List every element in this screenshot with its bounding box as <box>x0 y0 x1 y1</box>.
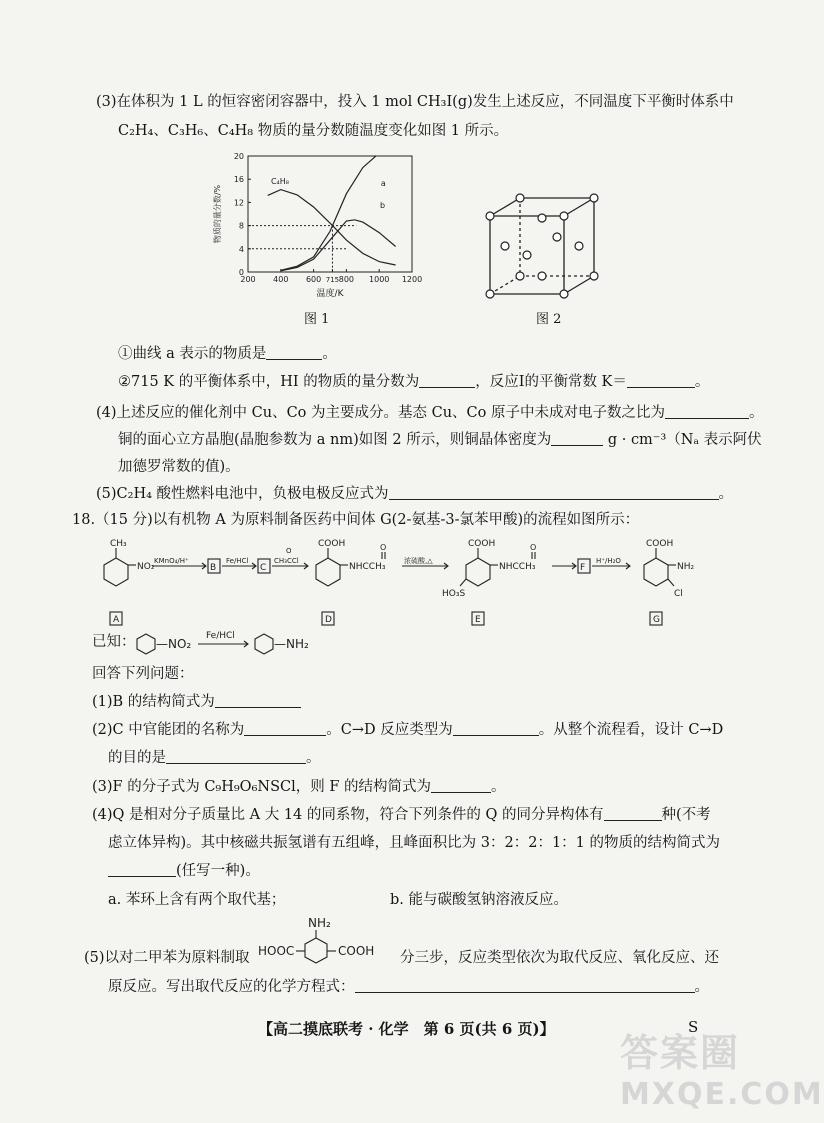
y-tick-label: 20 <box>233 152 244 161</box>
q18-sub4-text-a: (4)Q 是相对分子质量比 A 大 14 的同系物，符合下列条件的 Q 的同分异构体有 <box>92 807 604 823</box>
group-o: O <box>380 543 387 552</box>
answer-blank[interactable] <box>453 721 539 736</box>
answer-blank[interactable] <box>108 862 176 877</box>
figure-2-unit-cell <box>478 190 618 310</box>
series-line-2 <box>281 220 396 271</box>
figure-2-caption: 图 2 <box>536 312 562 327</box>
group-o: O <box>286 547 292 555</box>
series-label: C₄H₈ <box>270 176 289 186</box>
answer-blank[interactable] <box>355 978 695 993</box>
q17-sub2: ②715 K 的平衡体系中，HI 的物质的量分数为 ，反应Ⅰ的平衡常数 K＝ 。 <box>118 374 710 390</box>
known-right-group: —NH₂ <box>274 637 309 651</box>
group-so3h: HO₃S <box>442 589 466 599</box>
q18-sub4-line2: 虑立体异构)。其中核磁共振氢谱有五组峰，且峰面积比为 3：2：2：1：1 的物质的结构简式为 <box>108 835 720 851</box>
q18-sub2-line2: 的目的是 。 <box>108 750 321 766</box>
series-label: b <box>380 201 386 211</box>
answer-blank[interactable] <box>665 404 749 419</box>
reagent-kmno4: KMnO₄/H⁺ <box>154 557 189 565</box>
q17-part4-line2 <box>118 430 762 450</box>
group-cl: Cl <box>674 589 683 599</box>
label-d: D <box>325 615 332 625</box>
target-nh2: NH₂ <box>308 916 331 930</box>
q18-sub5-line2: 原反应。写出取代反应的化学方程式： 。 <box>108 979 709 995</box>
q18-sub1 <box>92 692 301 712</box>
q18-flowchart <box>90 534 710 636</box>
reagent-fe-hcl: Fe/HCl <box>226 557 249 565</box>
q18-sub4-text-b: 种(不考 <box>661 807 711 823</box>
page-footer: 【高二摸底联考 · 化学 第 6 页(共 6 页)】 <box>258 1020 555 1038</box>
q17-part4-text-c: g · cm⁻³（Nₐ 表示阿伏 <box>607 432 762 448</box>
answer-blank[interactable] <box>627 373 695 388</box>
q18-sub5-text-b: 分三步，反应类型依次为取代反应、氧化反应、还 <box>400 950 719 966</box>
q17-part5-text: (5)C₂H₄ 酸性燃料电池中，负极电极反应式为 <box>96 486 389 502</box>
q18-sub1-text: (1)B 的结构简式为 <box>92 694 215 710</box>
group-no2: NO₂ <box>137 562 155 572</box>
q17-sub2-text-a: ②715 K 的平衡体系中，HI 的物质的量分数为 <box>118 374 420 390</box>
group-o: O <box>530 543 537 552</box>
x-tick-label: 600 <box>305 275 322 284</box>
x-axis-label: 温度/K <box>316 289 344 299</box>
q17-part5: (5)C₂H₄ 酸性燃料电池中，负极电极反应式为 。 <box>96 486 734 502</box>
label-b: B <box>210 563 217 573</box>
x-tick-label: 200 <box>240 275 256 284</box>
x-tick-label: 1200 <box>401 275 423 284</box>
q18-sub5-text-c: 原反应。写出取代反应的化学方程式： <box>108 979 355 995</box>
q17-part3-line2: C₂H₄、C₃H₆、C₄H₈ 物质的量分数随温度变化如图 1 所示。 <box>118 123 509 139</box>
label-e: E <box>475 615 481 625</box>
group-cooh: COOH <box>318 539 346 549</box>
reagent-h2so4: 浓硫酸,△ <box>404 557 433 565</box>
q18-sub4-text-d: (任写一种)。 <box>176 863 260 879</box>
answer-blank[interactable] <box>266 345 322 360</box>
answer-blank[interactable] <box>215 693 301 708</box>
q18-sub5-text-a: (5)以对二甲苯为原料制取 <box>84 950 250 966</box>
q18-sub5-line1 <box>84 948 250 968</box>
series-line-1 <box>281 147 396 270</box>
q17-sub2-text-b: ，反应Ⅰ的平衡常数 K＝ <box>475 374 627 390</box>
label-f: F <box>580 563 586 573</box>
y-tick-label: 8 <box>238 221 244 231</box>
target-cooh: COOH <box>338 944 375 958</box>
known-label: 已知： <box>92 634 136 650</box>
group-nhcoch3: NHCCH₃ <box>349 562 386 572</box>
q17-part4-text-a: (4)上述反应的催化剂中 Cu、Co 为主要成分。基态 Cu、Co 原子中未成对电子数之比为 <box>96 405 665 421</box>
condition-b: b. 能与碳酸氢钠溶液反应。 <box>390 892 568 908</box>
x-tick-label: 400 <box>273 275 289 284</box>
watermark-line1: 答案圈 <box>620 1031 741 1075</box>
label-c: C <box>260 563 267 573</box>
answer-blank[interactable] <box>166 749 306 764</box>
label-a: A <box>113 615 120 625</box>
y-tick-label: 12 <box>233 198 244 208</box>
answer-blank[interactable] <box>604 806 662 821</box>
x-tick-label: 715 <box>325 276 340 284</box>
q18-sub2-text-a: (2)C 中官能团的名称为 <box>92 722 245 738</box>
known-left-group: —NO₂ <box>156 637 192 651</box>
series-label: a <box>380 179 386 189</box>
condition-a: a. 苯环上含有两个取代基； <box>108 892 286 908</box>
q18-title: 18.（15 分)以有机物 A 为原料制备医药中间体 G(2-氨基-3-氯苯甲酸)的流程如图所示： <box>72 512 640 528</box>
q18-sub2-text-d: 的目的是 <box>108 750 166 766</box>
plot-frame <box>248 156 412 272</box>
group-cooh: COOH <box>646 539 674 549</box>
group-ch3: CH₃ <box>110 539 127 549</box>
reagent-acyl-chloride: CH₃CCl <box>274 557 299 565</box>
x-tick-label: 1000 <box>369 275 390 284</box>
q17-part3-line1: (3)在体积为 1 L 的恒容密闭容器中，投入 1 mol CH₃I(g)发生上述反应，不同温度下平衡时体系中 <box>96 94 734 110</box>
q18-sub4-line1 <box>92 805 711 825</box>
target-molecule <box>256 914 396 974</box>
known-reagent: Fe/HCl <box>206 631 235 641</box>
label-g: G <box>653 615 660 625</box>
figure-1-caption: 图 1 <box>304 312 330 327</box>
answer-blank[interactable] <box>551 431 603 446</box>
reagent-h-h2o: H⁺/H₂O <box>596 557 621 565</box>
group-nh2: NH₂ <box>677 562 695 572</box>
y-tick-label: 16 <box>233 175 244 185</box>
q18-sub4-line3 <box>108 861 260 881</box>
y-axis-label: 物质的量分数/% <box>213 184 222 244</box>
paper-flag: S <box>688 1018 699 1036</box>
q18-sub2-text-c: 。从整个流程看，设计 C→D <box>538 722 724 738</box>
answer-blank[interactable] <box>389 485 719 500</box>
q18-sub2-line1 <box>92 720 723 740</box>
group-cooh: COOH <box>468 539 496 549</box>
watermark-line2: MXQE.COM <box>620 1077 824 1112</box>
target-hooc: HOOC <box>258 944 295 958</box>
y-tick-label: 0 <box>238 268 244 277</box>
x-tick-label: 800 <box>338 275 355 284</box>
q18-sub2-text-b: 。C→D 反应类型为 <box>326 722 453 738</box>
answer-intro: 回答下列问题： <box>92 666 194 682</box>
answer-blank[interactable] <box>244 721 326 736</box>
watermark <box>620 1032 824 1116</box>
q17-part4-line1: (4)上述反应的催化剂中 Cu、Co 为主要成分。基态 Cu、Co 原子中未成对电子数之比为 。 <box>96 405 764 421</box>
q17-part4-line3: 加德罗常数的值)。 <box>118 459 240 475</box>
known-reaction <box>134 624 364 658</box>
q17-sub1: ①曲线 a 表示的物质是 。 <box>118 346 337 362</box>
answer-blank[interactable] <box>419 373 475 388</box>
q17-part4-text-b: 铜的面心立方晶胞(晶胞参数为 a nm)如图 2 所示，则铜晶体密度为 <box>118 432 552 448</box>
q17-sub1-text: ①曲线 a 表示的物质是 <box>118 346 267 362</box>
answer-blank[interactable] <box>431 778 491 793</box>
y-tick-label: 4 <box>238 244 244 254</box>
figure-1-chart <box>210 148 423 308</box>
group-nhcoch3: NHCCH₃ <box>499 562 536 572</box>
q18-sub3: (3)F 的分子式为 C₉H₉O₆NSCl，则 F 的结构简式为 。 <box>92 779 506 795</box>
q18-sub3-text: (3)F 的分子式为 C₉H₉O₆NSCl，则 F 的结构简式为 <box>92 779 432 795</box>
